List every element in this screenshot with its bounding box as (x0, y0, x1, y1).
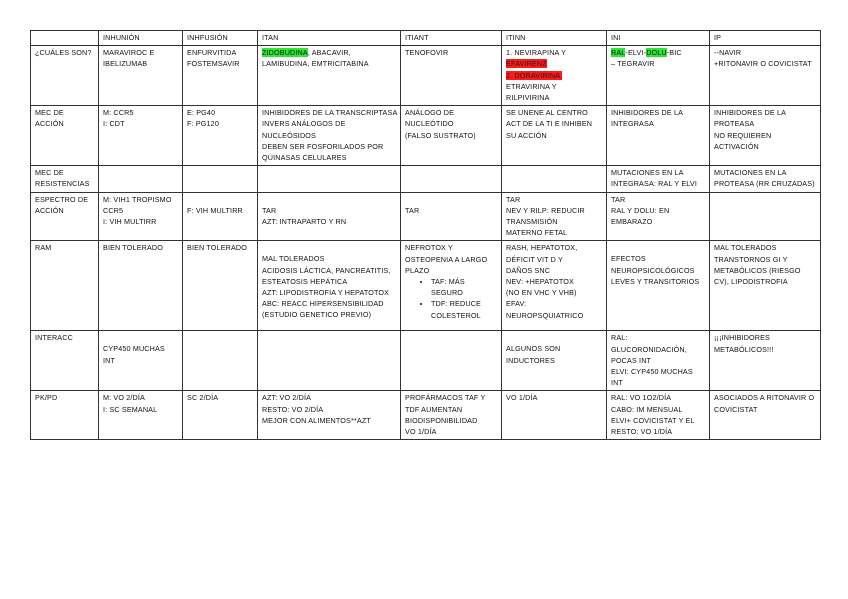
cell-ini (607, 391, 710, 440)
cell-spacer (405, 194, 497, 205)
cell-itan (258, 106, 401, 166)
header-label: ITINN (506, 33, 526, 42)
header-inhunion (99, 31, 183, 46)
cell-line: BIEN TOLERADO (103, 243, 164, 253)
cell-ini (607, 106, 710, 166)
cell-ip (710, 241, 821, 331)
cell-line: I: VIH MULTIRR (103, 217, 157, 227)
header-itinn (502, 31, 607, 46)
cell-line: ELVI: CYP450 MUCHAS (611, 367, 693, 377)
cell-line: F: PG120 (187, 119, 219, 129)
cell-line: TAR (506, 194, 521, 204)
cell-itan (258, 192, 401, 241)
header-ini (607, 31, 710, 46)
cell-line: RESTO: VO 2/DÍA (262, 404, 324, 414)
cell-line: +RITONAVIR O COVICISTAT (714, 59, 812, 69)
cell-line: ESTEATOSIS HEPÁTICA (262, 276, 348, 286)
cell-inhunion (99, 46, 183, 106)
cell-line: POCAS INT (611, 355, 652, 365)
cell-itiant (401, 106, 502, 166)
cell-line: NEUROPSICOLÓGICOS (611, 265, 695, 275)
row-mec-accion (31, 106, 821, 166)
row-label-text: RAM (35, 243, 52, 253)
cell-line: ACTIVACIÓN (714, 141, 759, 151)
header-itiant (401, 31, 502, 46)
header-inhfusion (183, 31, 258, 46)
cell-line: DÉFICIT VIT D Y (506, 254, 563, 264)
cell-line: I: SC SEMANAL (103, 404, 158, 414)
cell-line: TDF AUMENTAN (405, 404, 463, 414)
bullet-text: SEGURO (431, 288, 464, 298)
cell-spacer (187, 194, 253, 205)
cell-line: INTEGRASA (611, 119, 654, 129)
cell-line: RAL: VO 1O2/DÍA (611, 393, 672, 403)
row-ram (31, 241, 821, 331)
cell-itinn (502, 106, 607, 166)
cell-ip (710, 166, 821, 192)
row-label-text: MEC DE (35, 168, 64, 178)
cell-line: CYP450 MUCHAS (103, 344, 165, 354)
cell-line: DEBEN SER FOSFORILADOS POR (262, 141, 384, 151)
cell-itinn (502, 166, 607, 192)
cell-line (506, 58, 602, 69)
cell-line: INTEGRASA: RAL Y ELVI (611, 179, 697, 189)
cell-itiant (401, 166, 502, 192)
cell-line: INVERS ANÁLOGOS DE (262, 119, 346, 129)
cell-ini (607, 166, 710, 192)
header-row (31, 31, 821, 46)
header-label: INHUNIÓN (103, 33, 140, 42)
highlight-dolu: DOLU (646, 48, 667, 58)
cell-line: 1. NEVIRAPINA Y (506, 48, 567, 58)
cell-line: NEV Y RILP: REDUCIR (506, 205, 585, 215)
cell-itiant (401, 241, 502, 331)
cell-itan (258, 331, 401, 391)
antiretroviral-table (30, 30, 821, 440)
cell-line: PROFÁRMACOS TAF Y (405, 393, 486, 403)
row-label (31, 192, 99, 241)
cell-spacer (262, 194, 396, 205)
cell-itiant (401, 391, 502, 440)
header-label: INHFUSIÓN (187, 33, 228, 42)
cell-line: (NO EN VHC Y VHB) (506, 288, 577, 298)
cell-itiant (401, 46, 502, 106)
cell-line: ETRAVIRINA Y (506, 81, 557, 91)
cell-line: ALGUNOS SON (506, 344, 561, 354)
header-label: ITIANT (405, 33, 429, 42)
cell-inhfusion (183, 166, 258, 192)
row-espectro (31, 192, 821, 241)
cell-line: TAR (611, 194, 626, 204)
cell-line: INHIBIDORES DE LA (714, 108, 787, 118)
cell-line: MATERNO FETAL (506, 228, 568, 238)
cell-line: --NAVIR (714, 48, 742, 58)
cell-itinn (502, 46, 607, 106)
row-label-text: ACCIÓN (35, 119, 64, 129)
cell-line (506, 70, 602, 81)
cell-itinn (502, 391, 607, 440)
cell-line: EMBARAZO (611, 217, 653, 227)
cell-inhfusion (183, 331, 258, 391)
cell-line: SC 2/DÍA (187, 393, 219, 403)
cell-itiant (401, 331, 502, 391)
cell-line: LEVES Y TRANSITORIOS (611, 276, 700, 286)
highlight-doravirina: 2. DORAVIRINA, (506, 70, 563, 80)
cell-line: CV), LIPODISTROFIA (714, 277, 788, 287)
cell-spacer (506, 332, 602, 343)
cell-line: MUTACIONES EN LA (714, 168, 787, 178)
cell-line: ASOCIADOS A RITONAVIR O (714, 393, 815, 403)
cell-line: METABÓLICOS (RIESGO (714, 265, 801, 275)
row-mec-resistencias (31, 166, 821, 192)
row-label-text: ¿CUÁLES SON? (35, 48, 92, 58)
cell-line: TRANSMISIÓN (506, 217, 558, 227)
cell-line: CABO: IM MENSUAL (611, 404, 683, 414)
cell-line: – TEGRAVIR (611, 59, 655, 69)
cell-line: M: CCR5 (103, 108, 134, 118)
cell-line: NEFROTOX Y (405, 243, 453, 253)
cell-line: M: VIH1 TROPISMO (103, 194, 172, 204)
cell-inhunion (99, 106, 183, 166)
cell-ini (607, 46, 710, 106)
row-label-text: PK/PD (35, 393, 58, 403)
cell-line: BIODISPONIBILIDAD (405, 415, 478, 425)
cell-itinn (502, 241, 607, 331)
bullet-list (405, 276, 497, 321)
header-blank (31, 31, 99, 46)
cell-itan (258, 46, 401, 106)
cell-spacer (262, 242, 396, 253)
cell-inhunion (99, 391, 183, 440)
header-label: ITAN (262, 33, 279, 42)
cell-line: PROTEASA (714, 119, 755, 129)
cell-line: IBELIZUMAB (103, 59, 148, 69)
cell-text: , ABACAVIR, (307, 48, 351, 58)
cell-line: NEUROPSQUIATRICO (506, 310, 584, 320)
cell-text: -BIC (666, 48, 682, 58)
cell-line: E: PG40 (187, 108, 216, 118)
cell-line: EFECTOS (611, 254, 646, 264)
row-label-text: RESISTENCIAS (35, 179, 90, 189)
cell-line: NUCLEÓSIDOS (262, 130, 316, 140)
cell-text: -ELVI- (625, 48, 647, 58)
cell-line: AZT: INTRAPARTO Y RN (262, 216, 347, 226)
cell-itan (258, 241, 401, 331)
cell-line: TAR (405, 205, 420, 215)
cell-line: MAL TOLERADOS (262, 254, 325, 264)
cell-ini (607, 192, 710, 241)
cell-line: ENFURVITIDA (187, 48, 237, 58)
page (30, 30, 820, 440)
cell-itiant (401, 192, 502, 241)
cell-line: ¡¡¡INHIBIDORES (714, 333, 771, 343)
cell-inhfusion (183, 106, 258, 166)
cell-line: (FALSO SUSTRATO) (405, 130, 476, 140)
cell-line: PLAZO (405, 265, 430, 275)
cell-ini (607, 331, 710, 391)
cell-line: ACIDOSIS LÁCTICA, PANCREATITIS, (262, 265, 391, 275)
cell-line: NO REQUIEREN (714, 130, 772, 140)
cell-line: SE UNENE AL CENTRO (506, 108, 588, 118)
cell-line: OSTEOPENIA A LARGO (405, 254, 488, 264)
row-label (31, 106, 99, 166)
cell-line: CCR5 (103, 205, 124, 215)
cell-line: EFAV: (506, 299, 527, 309)
highlight-ral: RAL (611, 48, 626, 58)
cell-inhfusion (183, 192, 258, 241)
cell-line: METABÓLICOS!!! (714, 344, 774, 354)
row-label (31, 391, 99, 440)
cell-line: INHIBIDORES DE LA TRANSCRIPTASA (262, 108, 398, 118)
cell-itan (258, 166, 401, 192)
bullet-text: • TAF: MÁS (431, 277, 465, 287)
cell-ip (710, 46, 821, 106)
cell-inhfusion (183, 46, 258, 106)
cell-line: BIEN TOLERADO (187, 243, 248, 253)
cell-line: TAR (262, 205, 277, 215)
cell-spacer (103, 332, 178, 343)
cell-line: I: CDT (103, 119, 125, 129)
cell-line: RESTO: VO 1/DÍA (611, 427, 673, 437)
cell-inhunion (99, 166, 183, 192)
cell-line: VO 1/DÍA (506, 393, 538, 403)
cell-inhunion (99, 241, 183, 331)
cell-line: DAÑOS SNC (506, 265, 551, 275)
row-label (31, 331, 99, 391)
cell-line: SU ACCIÓN (506, 130, 547, 140)
cell-line: TRANSTORNOS GI Y (714, 254, 788, 264)
cell-ini (607, 241, 710, 331)
cell-line: LAMIBUDINA, EMTRICITABINA (262, 59, 369, 69)
cell-line: INT (611, 378, 624, 388)
cell-ip (710, 331, 821, 391)
bullet-text: • TDF: REDUCE (431, 299, 481, 309)
cell-itinn (502, 331, 607, 391)
header-label: IP (714, 33, 722, 42)
row-label (31, 166, 99, 192)
cell-line: GLUCORONIDACIÓN, (611, 344, 687, 354)
cell-line: RAL: (611, 333, 628, 343)
cell-itan (258, 391, 401, 440)
cell-ip (710, 192, 821, 241)
bullet-item (431, 298, 497, 320)
cell-spacer (611, 242, 705, 253)
cell-line: FOSTEMSAVIR (187, 59, 240, 69)
cell-line: INDUCTORES (506, 355, 555, 365)
header-ip (710, 31, 821, 46)
cell-line: TENOFOVIR (405, 48, 449, 58)
row-label (31, 46, 99, 106)
cell-line: F: VIH MULTIRR (187, 205, 243, 215)
cell-ip (710, 391, 821, 440)
cell-ip (710, 106, 821, 166)
row-cuales-son (31, 46, 821, 106)
cell-line: ELVI+ COVICISTAT Y EL (611, 415, 695, 425)
cell-inhfusion (183, 241, 258, 331)
cell-line: ACT DE LA TI E INHIBEN (506, 119, 593, 129)
bullet-item (431, 276, 497, 298)
cell-line: PROTEASA (RR CRUZADAS) (714, 179, 815, 189)
cell-line: MAL TOLERADOS (714, 243, 777, 253)
row-label-text: MEC DE (35, 108, 64, 118)
highlight-zidobudina: ZIDOBUDINA (262, 48, 308, 58)
cell-line: COVICISTAT (714, 404, 758, 414)
row-interacc (31, 331, 821, 391)
cell-inhunion (99, 192, 183, 241)
bullet-text: COLESTEROL (431, 310, 481, 320)
cell-line: RASH, HEPATOTOX, (506, 243, 578, 253)
cell-line: QUINASAS CELULARES (262, 153, 347, 163)
cell-line: MEJOR CON ALIMENTOS**AZT (262, 415, 371, 425)
cell-line: NEV: +HEPATOTOX (506, 277, 574, 287)
cell-line: MUTACIONES EN LA (611, 168, 684, 178)
header-itan (258, 31, 401, 46)
cell-line (611, 47, 705, 58)
cell-inhfusion (183, 391, 258, 440)
row-label-text: INTERACC (35, 333, 73, 343)
cell-line: RAL Y DOLU: EN (611, 205, 670, 215)
cell-line (262, 47, 396, 58)
cell-line: RILPIVIRINA (506, 93, 550, 103)
cell-line: VO 1/DÍA (405, 427, 437, 437)
highlight-efavirenz: EFAVIRENZ (506, 59, 547, 69)
cell-line: (ESTUDIO GENETICO PREVIO) (262, 310, 372, 320)
cell-line: NUCLEÓTIDO (405, 119, 454, 129)
row-label-text: ESPECTRO DE (35, 194, 89, 204)
cell-line: AZT: LIPODISTROFIA Y HEPATOTOX (262, 288, 390, 298)
row-pkpd (31, 391, 821, 440)
cell-inhunion (99, 331, 183, 391)
cell-line: ANÁLOGO DE (405, 108, 455, 118)
cell-line: AZT: VO 2/DÍA (262, 393, 312, 403)
row-label (31, 241, 99, 331)
cell-line: ABC: REACC HIPERSENSIBILIDAD (262, 299, 384, 309)
cell-line: MARAVIROC E (103, 48, 155, 58)
header-label: INI (611, 33, 621, 42)
cell-line: INHIBIDORES DE LA (611, 108, 684, 118)
row-label-text: ACCIÓN (35, 205, 64, 215)
cell-line: INT (103, 355, 116, 365)
cell-itinn (502, 192, 607, 241)
cell-line: M: VO 2/DÍA (103, 393, 145, 403)
